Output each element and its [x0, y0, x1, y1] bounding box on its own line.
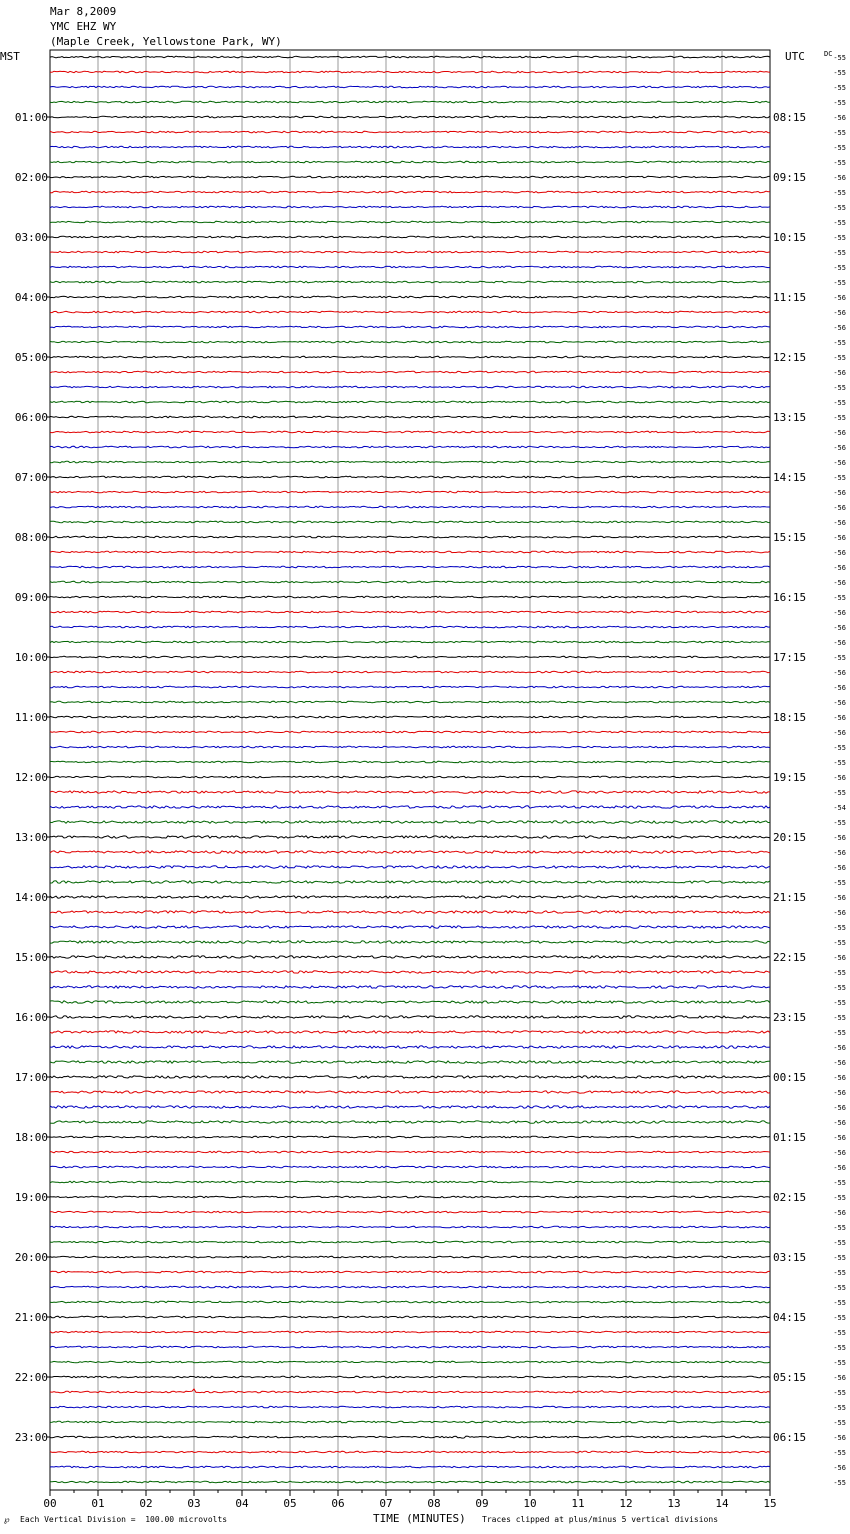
- dc-offset-label: -56: [833, 774, 846, 782]
- left-hour-label: 09:00: [14, 591, 48, 604]
- trace-66: [50, 1046, 770, 1048]
- trace-19: [50, 341, 770, 343]
- left-hour-label: 15:00: [14, 951, 48, 964]
- dc-offset-label: -56: [833, 309, 846, 317]
- trace-86: [50, 1346, 770, 1348]
- dc-offset-label: -56: [833, 294, 846, 302]
- dc-offset-label: -55: [833, 1389, 846, 1397]
- trace-7: [50, 161, 770, 163]
- dc-offset-label: -55: [833, 1194, 846, 1202]
- trace-64: [50, 1016, 770, 1018]
- dc-offset-label: -55: [833, 219, 846, 227]
- dc-offset-label: -56: [833, 1074, 846, 1082]
- left-hour-label: 12:00: [14, 771, 48, 784]
- trace-23: [50, 401, 770, 403]
- right-timezone-label: UTC: [785, 50, 805, 63]
- trace-45: [50, 731, 770, 733]
- dc-offset-label: -55: [833, 939, 846, 947]
- trace-39: [50, 641, 770, 643]
- dc-offset-label: -56: [833, 954, 846, 962]
- left-timezone-label: MST: [0, 50, 20, 63]
- right-hour-label: 13:15: [773, 411, 807, 424]
- dc-offset-label: -55: [833, 159, 846, 167]
- trace-48: [50, 776, 770, 778]
- dc-offset-label: -56: [833, 909, 846, 917]
- trace-2: [50, 86, 770, 88]
- dc-offset-label: -55: [833, 819, 846, 827]
- dc-offset-label: -55: [833, 69, 846, 77]
- dc-offset-label: -56: [833, 519, 846, 527]
- station-code: YMC EHZ WY: [50, 20, 117, 33]
- dc-offset-label: -55: [833, 1479, 846, 1487]
- dc-offset-label: -55: [833, 984, 846, 992]
- dc-offset-label: -55: [833, 279, 846, 287]
- trace-82: [50, 1286, 770, 1288]
- dc-offset-label: -55: [833, 1344, 846, 1352]
- dc-offset-label: -56: [833, 639, 846, 647]
- trace-27: [50, 461, 770, 463]
- dc-offset-label: -55: [833, 99, 846, 107]
- trace-87: [50, 1361, 770, 1363]
- trace-38: [50, 626, 770, 628]
- dc-offset-label: -55: [833, 1029, 846, 1037]
- dc-offset-label: -56: [833, 864, 846, 872]
- left-hour-label: 10:00: [14, 651, 48, 664]
- x-tick-label: 00: [43, 1497, 57, 1510]
- trace-17: [50, 311, 770, 313]
- dc-offset-label: -55: [833, 234, 846, 242]
- dc-offset-label: -56: [833, 1164, 846, 1172]
- trace-46: [50, 746, 770, 748]
- x-tick-label: 12: [619, 1497, 633, 1510]
- trace-56: [50, 896, 770, 898]
- trace-94: [50, 1466, 770, 1468]
- trace-55: [50, 881, 770, 883]
- dc-offset-label: -56: [833, 849, 846, 857]
- x-tick-label: 08: [427, 1497, 441, 1510]
- dc-offset-label: -55: [833, 1239, 846, 1247]
- trace-0: [50, 56, 770, 58]
- left-hour-label: 16:00: [14, 1011, 48, 1024]
- dc-offset-label: -55: [833, 1404, 846, 1412]
- trace-35: [50, 581, 770, 583]
- clip-note: Traces clipped at plus/minus 5 vertical divisions: [482, 1515, 719, 1524]
- dc-offset-label: -56: [833, 564, 846, 572]
- dc-offset-label: -56: [833, 1119, 846, 1127]
- trace-34: [50, 566, 770, 568]
- trace-13: [50, 251, 770, 253]
- trace-28: [50, 476, 770, 478]
- right-hour-label: 19:15: [773, 771, 807, 784]
- left-hour-label: 06:00: [14, 411, 48, 424]
- dc-offset-label: -55: [833, 1299, 846, 1307]
- dc-offset-label: -56: [833, 894, 846, 902]
- trace-73: [50, 1151, 770, 1153]
- trace-60: [50, 956, 770, 958]
- right-hour-label: 09:15: [773, 171, 807, 184]
- trace-14: [50, 266, 770, 268]
- trace-75: [50, 1181, 770, 1183]
- dc-offset-label: -56: [833, 534, 846, 542]
- trace-47: [50, 761, 770, 763]
- dc-offset-label: -56: [833, 1089, 846, 1097]
- right-hour-label: 16:15: [773, 591, 807, 604]
- x-tick-label: 02: [139, 1497, 153, 1510]
- trace-21: [50, 371, 770, 373]
- trace-68: [50, 1076, 770, 1078]
- plot-date: Mar 8,2009: [50, 5, 117, 18]
- trace-79: [50, 1241, 770, 1243]
- left-hour-label: 20:00: [14, 1251, 48, 1264]
- x-tick-label: 06: [331, 1497, 345, 1510]
- trace-76: [50, 1196, 770, 1198]
- dc-offset-label: -56: [833, 489, 846, 497]
- trace-42: [50, 686, 770, 688]
- trace-89: [50, 1389, 770, 1393]
- dc-offset-label: -55: [833, 594, 846, 602]
- dc-offset-label: -56: [833, 669, 846, 677]
- dc-offset-label: -56: [833, 729, 846, 737]
- right-hour-label: 18:15: [773, 711, 807, 724]
- trace-84: [50, 1316, 770, 1318]
- right-hour-label: 08:15: [773, 111, 807, 124]
- dc-offset-label: -55: [833, 744, 846, 752]
- right-hour-label: 10:15: [773, 231, 807, 244]
- trace-25: [50, 431, 770, 433]
- trace-9: [50, 191, 770, 193]
- trace-15: [50, 281, 770, 283]
- trace-90: [50, 1406, 770, 1408]
- trace-95: [50, 1481, 770, 1483]
- trace-18: [50, 326, 770, 328]
- dc-offset-label: -56: [833, 1434, 846, 1442]
- trace-29: [50, 491, 770, 493]
- trace-72: [50, 1136, 770, 1138]
- dc-offset-label: -56: [833, 459, 846, 467]
- dc-offset-label: -56: [833, 174, 846, 182]
- trace-11: [50, 221, 770, 223]
- trace-49: [50, 791, 770, 793]
- trace-83: [50, 1301, 770, 1303]
- left-hour-label: 08:00: [14, 531, 48, 544]
- trace-30: [50, 506, 770, 508]
- dc-offset-label: -55: [833, 1254, 846, 1262]
- dc-offset-label: -55: [833, 1014, 846, 1022]
- trace-24: [50, 416, 770, 418]
- dc-offset-label: -55: [833, 144, 846, 152]
- trace-78: [50, 1226, 770, 1228]
- dc-offset-label: -55: [833, 339, 846, 347]
- trace-77: [50, 1211, 770, 1213]
- dc-offset-label: -55: [833, 759, 846, 767]
- station-location: (Maple Creek, Yellowstone Park, WY): [50, 35, 282, 48]
- trace-67: [50, 1061, 770, 1063]
- trace-8: [50, 176, 770, 178]
- left-hour-label: 18:00: [14, 1131, 48, 1144]
- left-hour-label: 02:00: [14, 171, 48, 184]
- dc-offset-label: -55: [833, 414, 846, 422]
- dc-offset-label: -56: [833, 324, 846, 332]
- dc-offset-label: -56: [833, 684, 846, 692]
- left-hour-label: 07:00: [14, 471, 48, 484]
- left-hour-label: 05:00: [14, 351, 48, 364]
- left-hour-label: 19:00: [14, 1191, 48, 1204]
- right-hour-label: 02:15: [773, 1191, 807, 1204]
- dc-offset-label: -56: [833, 1209, 846, 1217]
- dc-offset-label: -56: [833, 549, 846, 557]
- trace-53: [50, 851, 770, 853]
- right-hour-label: 06:15: [773, 1431, 807, 1444]
- trace-93: [50, 1451, 770, 1453]
- trace-65: [50, 1031, 770, 1033]
- trace-32: [50, 536, 770, 538]
- dc-offset-label: -56: [833, 624, 846, 632]
- x-tick-label: 10: [523, 1497, 537, 1510]
- dc-offset-label: -56: [833, 114, 846, 122]
- trace-54: [50, 866, 770, 868]
- trace-10: [50, 206, 770, 208]
- dc-offset-label: -55: [833, 1179, 846, 1187]
- x-tick-label: 03: [187, 1497, 201, 1510]
- dc-offset-label: -55: [833, 1359, 846, 1367]
- dc-offset-label: -55: [833, 354, 846, 362]
- right-hour-label: 00:15: [773, 1071, 807, 1084]
- right-hour-label: 20:15: [773, 831, 807, 844]
- right-hour-label: 14:15: [773, 471, 807, 484]
- trace-92: [50, 1436, 770, 1438]
- trace-51: [50, 821, 770, 823]
- dc-offset-label: -55: [833, 1224, 846, 1232]
- dc-offset-label: -56: [833, 429, 846, 437]
- dc-offset-label: -55: [833, 654, 846, 662]
- x-tick-label: 15: [763, 1497, 777, 1510]
- trace-81: [50, 1271, 770, 1273]
- right-hour-label: 12:15: [773, 351, 807, 364]
- trace-57: [50, 911, 770, 913]
- dc-offset-label: -55: [833, 399, 846, 407]
- x-tick-label: 14: [715, 1497, 729, 1510]
- trace-22: [50, 386, 770, 388]
- x-tick-label: 04: [235, 1497, 249, 1510]
- trace-58: [50, 926, 770, 928]
- dc-offset-label: -55: [833, 84, 846, 92]
- dc-offset-label: -56: [833, 1464, 846, 1472]
- trace-62: [50, 986, 770, 988]
- trace-85: [50, 1331, 770, 1333]
- trace-33: [50, 551, 770, 553]
- dc-offset-label: -56: [833, 579, 846, 587]
- dc-offset-label: -55: [833, 1314, 846, 1322]
- dc-offset-label: -55: [833, 1284, 846, 1292]
- corner-mark: ℘: [4, 1515, 10, 1524]
- trace-74: [50, 1166, 770, 1168]
- left-hour-label: 23:00: [14, 1431, 48, 1444]
- left-hour-label: 01:00: [14, 111, 48, 124]
- x-tick-label: 11: [571, 1497, 585, 1510]
- trace-44: [50, 716, 770, 718]
- trace-31: [50, 521, 770, 523]
- trace-4: [50, 116, 770, 118]
- right-hour-label: 05:15: [773, 1371, 807, 1384]
- dc-offset-label: -56: [833, 1059, 846, 1067]
- x-tick-label: 07: [379, 1497, 393, 1510]
- dc-offset-label: -55: [833, 999, 846, 1007]
- dc-offset-label: -55: [833, 969, 846, 977]
- dc-offset-label: -55: [833, 189, 846, 197]
- right-hour-label: 15:15: [773, 531, 807, 544]
- trace-12: [50, 236, 770, 238]
- dc-offset-label: -55: [833, 924, 846, 932]
- dc-offset-label: -55: [833, 1269, 846, 1277]
- trace-3: [50, 101, 770, 103]
- dc-offset-label: -56: [833, 834, 846, 842]
- trace-20: [50, 356, 770, 358]
- right-hour-label: 23:15: [773, 1011, 807, 1024]
- dc-header-label: DC: [824, 50, 833, 58]
- trace-5: [50, 131, 770, 133]
- trace-61: [50, 971, 770, 973]
- right-hour-label: 04:15: [773, 1311, 807, 1324]
- trace-50: [50, 806, 770, 808]
- right-hour-label: 21:15: [773, 891, 807, 904]
- dc-offset-label: -55: [833, 129, 846, 137]
- trace-80: [50, 1256, 770, 1258]
- left-hour-label: 13:00: [14, 831, 48, 844]
- dc-offset-label: -55: [833, 384, 846, 392]
- trace-6: [50, 146, 770, 148]
- trace-43: [50, 701, 770, 703]
- trace-91: [50, 1421, 770, 1423]
- x-axis-title: TIME (MINUTES): [373, 1512, 466, 1525]
- dc-offset-label: -56: [833, 609, 846, 617]
- dc-offset-label: -55: [833, 879, 846, 887]
- right-hour-label: 03:15: [773, 1251, 807, 1264]
- dc-offset-label: -56: [833, 1104, 846, 1112]
- left-hour-label: 21:00: [14, 1311, 48, 1324]
- trace-69: [50, 1091, 770, 1093]
- right-hour-label: 01:15: [773, 1131, 807, 1144]
- trace-70: [50, 1106, 770, 1108]
- x-tick-label: 01: [91, 1497, 105, 1510]
- dc-offset-label: -55: [833, 264, 846, 272]
- dc-offset-label: -55: [833, 204, 846, 212]
- trace-40: [50, 656, 770, 658]
- dc-offset-label: -55: [833, 789, 846, 797]
- trace-1: [50, 71, 770, 73]
- dc-offset-label: -56: [833, 444, 846, 452]
- dc-offset-label: -55: [833, 474, 846, 482]
- vertical-scale-note: Each Vertical Division = 100.00 microvolts: [20, 1515, 228, 1524]
- left-hour-label: 22:00: [14, 1371, 48, 1384]
- right-hour-label: 22:15: [773, 951, 807, 964]
- trace-71: [50, 1121, 770, 1123]
- dc-offset-label: -56: [833, 1149, 846, 1157]
- left-hour-label: 11:00: [14, 711, 48, 724]
- trace-63: [50, 1001, 770, 1003]
- dc-offset-label: -56: [833, 504, 846, 512]
- trace-41: [50, 671, 770, 673]
- plot-frame: [50, 50, 770, 1490]
- trace-36: [50, 596, 770, 598]
- dc-offset-label: -56: [833, 369, 846, 377]
- right-hour-label: 17:15: [773, 651, 807, 664]
- trace-59: [50, 941, 770, 943]
- x-tick-label: 09: [475, 1497, 489, 1510]
- dc-offset-label: -56: [833, 699, 846, 707]
- dc-offset-label: -56: [833, 1374, 846, 1382]
- left-hour-label: 17:00: [14, 1071, 48, 1084]
- trace-52: [50, 836, 770, 838]
- dc-offset-label: -54: [833, 804, 846, 812]
- left-hour-label: 03:00: [14, 231, 48, 244]
- right-hour-label: 11:15: [773, 291, 807, 304]
- trace-88: [50, 1376, 770, 1378]
- left-hour-label: 14:00: [14, 891, 48, 904]
- dc-offset-label: -56: [833, 1134, 846, 1142]
- dc-offset-label: -55: [833, 1449, 846, 1457]
- left-hour-label: 04:00: [14, 291, 48, 304]
- trace-16: [50, 296, 770, 298]
- dc-offset-label: -55: [833, 1419, 846, 1427]
- trace-37: [50, 611, 770, 613]
- dc-offset-label: -55: [833, 54, 846, 62]
- dc-offset-label: -55: [833, 249, 846, 257]
- dc-offset-label: -56: [833, 1044, 846, 1052]
- trace-26: [50, 446, 770, 448]
- x-tick-label: 13: [667, 1497, 681, 1510]
- dc-offset-label: -56: [833, 714, 846, 722]
- x-tick-label: 05: [283, 1497, 297, 1510]
- dc-offset-label: -55: [833, 1329, 846, 1337]
